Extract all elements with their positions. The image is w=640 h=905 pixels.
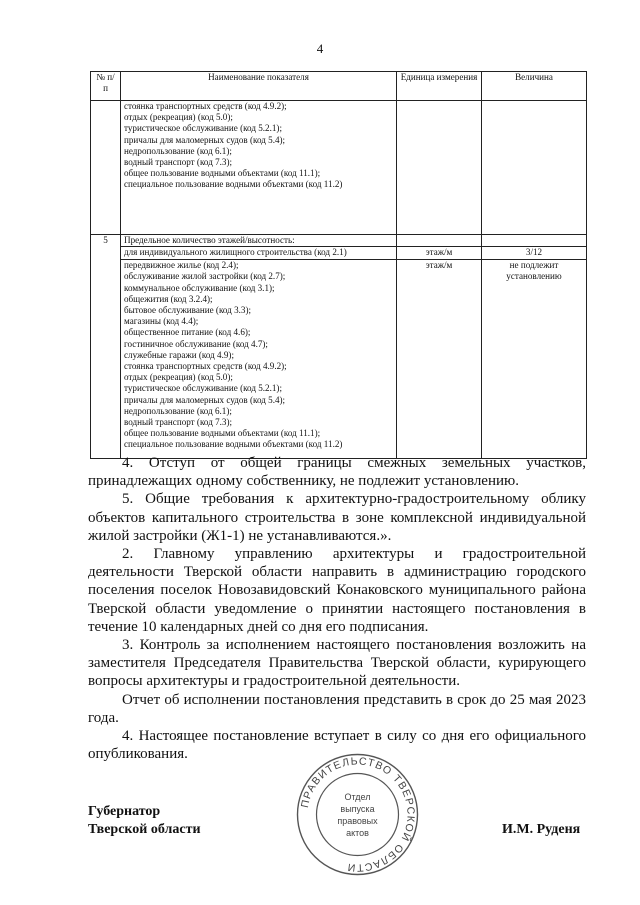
header-name: Наименование показателя — [121, 72, 397, 101]
list-item: коммунальное обслуживание (код 3.1); — [124, 282, 275, 293]
table-row-continued — [91, 101, 587, 235]
list-item: причалы для маломерных судов (код 5.4); — [124, 134, 286, 145]
paragraph-notification: 2. Главному управлению архитектуры и градостроительной деятельности Тверской области направить в администрацию городского поселения поселок Новозавидовский Конаковского муниципального района Тверской области уведомление о принятии настоящего постановления в течение 10 календарных дней со дня его подписания. — [88, 546, 586, 635]
list-item: водный транспорт (код 7.3); — [124, 417, 233, 428]
list-item: недропользование (код 6.1); — [124, 145, 232, 156]
list-item: общественное питание (код 4.6); — [124, 327, 251, 338]
row-5-ijs-value: 3/12 — [482, 247, 587, 260]
list-item: гостиничное обслуживание (код 4.7); — [124, 338, 268, 349]
cell-value-empty — [482, 101, 587, 235]
row-5-list-value: не подлежит установлению — [482, 260, 587, 459]
paragraph-setback: 4. Отступ от общей границы смежных земельных участков, принадлежащих одному собственнику, не подлежит установлению. — [88, 455, 586, 490]
row-5-list-unit: этаж/м — [397, 260, 482, 459]
list-item: отдых (рекреация) (код 5.0); — [124, 112, 233, 123]
signatory-title-line-2: Тверской области — [88, 822, 201, 837]
list-item: туристическое обслуживание (код 5.2.1); — [124, 383, 282, 394]
list-item: специальное пользование водными объектами (код 11.2) — [124, 179, 343, 190]
cell-value-empty — [482, 235, 587, 247]
list-item: водный транспорт (код 7.3); — [124, 157, 233, 168]
list-item: специальное пользование водными объектами (код 11.2) — [124, 439, 343, 450]
table-row-5-list — [91, 260, 587, 459]
indicators-table — [90, 71, 587, 459]
official-seal — [295, 752, 420, 877]
list-item: стоянка транспортных средств (код 4.9.2); — [124, 361, 287, 372]
row-5-ijs-name: для индивидуального жилищного строительства (код 2.1) — [121, 247, 397, 260]
paragraph-control: 3. Контроль за исполнением настоящего постановления возложить на заместителя Председателя Правительства Тверской области, курирующего вопросы архитектуры и градостроительной деятельности. — [88, 637, 586, 690]
table-row-5-ijs — [91, 247, 587, 260]
list-item: обслуживание жилой застройки (код 2.7); — [124, 271, 286, 282]
list-item: стоянка транспортных средств (код 4.9.2); — [124, 101, 287, 111]
list-item: передвижное жилье (код 2.4); — [124, 260, 239, 271]
signatory-title — [88, 803, 201, 839]
list-item: общее пользование водными объектами (код 11.1); — [124, 168, 321, 179]
list-item: магазины (код 4.4); — [124, 316, 199, 327]
header-value: Величина — [482, 72, 587, 101]
page-number: 4 — [316, 41, 324, 56]
table-header-row — [91, 72, 587, 101]
list-item: отдых (рекреация) (код 5.0); — [124, 372, 233, 383]
list-item: причалы для маломерных судов (код 5.4); — [124, 394, 286, 405]
list-item: общее пользование водными объектами (код 11.1); — [124, 428, 321, 439]
cell-unit-empty — [397, 235, 482, 247]
cell-unit-empty — [397, 101, 482, 235]
row-5-number: 5 — [91, 235, 121, 459]
seal-inner-line-3: правовых — [337, 816, 378, 826]
list-item: служебные гаражи (код 4.9); — [124, 349, 234, 360]
row-5-list — [121, 260, 397, 459]
seal-inner-line-1: Отдел — [344, 792, 371, 802]
list-item: общежития (код 3.2.4); — [124, 293, 213, 304]
row-5-ijs-unit: этаж/м — [397, 247, 482, 260]
table-row-5-title — [91, 235, 587, 247]
header-num: № п/п — [91, 72, 121, 101]
list-item: бытовое обслуживание (код 3.3); — [124, 305, 252, 316]
paragraph-appearance-requirements: 5. Общие требования к архитектурно-градостроительному облику объектов капитального строительства в зоне комплексной индивидуальной жилой застройки (Ж1-1) не устанавливаются.». — [88, 491, 586, 544]
header-unit: Единица измерения — [397, 72, 482, 101]
resolution-paragraphs — [88, 454, 586, 763]
seal-ring-text: ПРАВИТЕЛЬСТВО ТВЕРСКОЙ ОБЛАСТИ — [298, 755, 417, 874]
paragraph-effective-date: 4. Настоящее постановление вступает в силу со дня его официального опубликования. — [88, 728, 586, 763]
seal-inner-line-2: выпуска — [340, 804, 375, 814]
cell-num-empty — [91, 101, 121, 235]
list-item: недропользование (код 6.1); — [124, 405, 232, 416]
seal-inner-line-4: актов — [346, 828, 369, 838]
signatory-name: И.М. Руденя — [502, 822, 581, 837]
signatory-title-line-1: Губернатор — [88, 804, 161, 819]
list-item: туристическое обслуживание (код 5.2.1); — [124, 123, 282, 134]
row-5-title: Предельное количество этажей/высотность: — [121, 235, 397, 247]
paragraph-report: Отчет об исполнении постановления представить в срок до 25 мая 2023 года. — [88, 691, 586, 726]
cell-continued-list — [121, 101, 397, 235]
